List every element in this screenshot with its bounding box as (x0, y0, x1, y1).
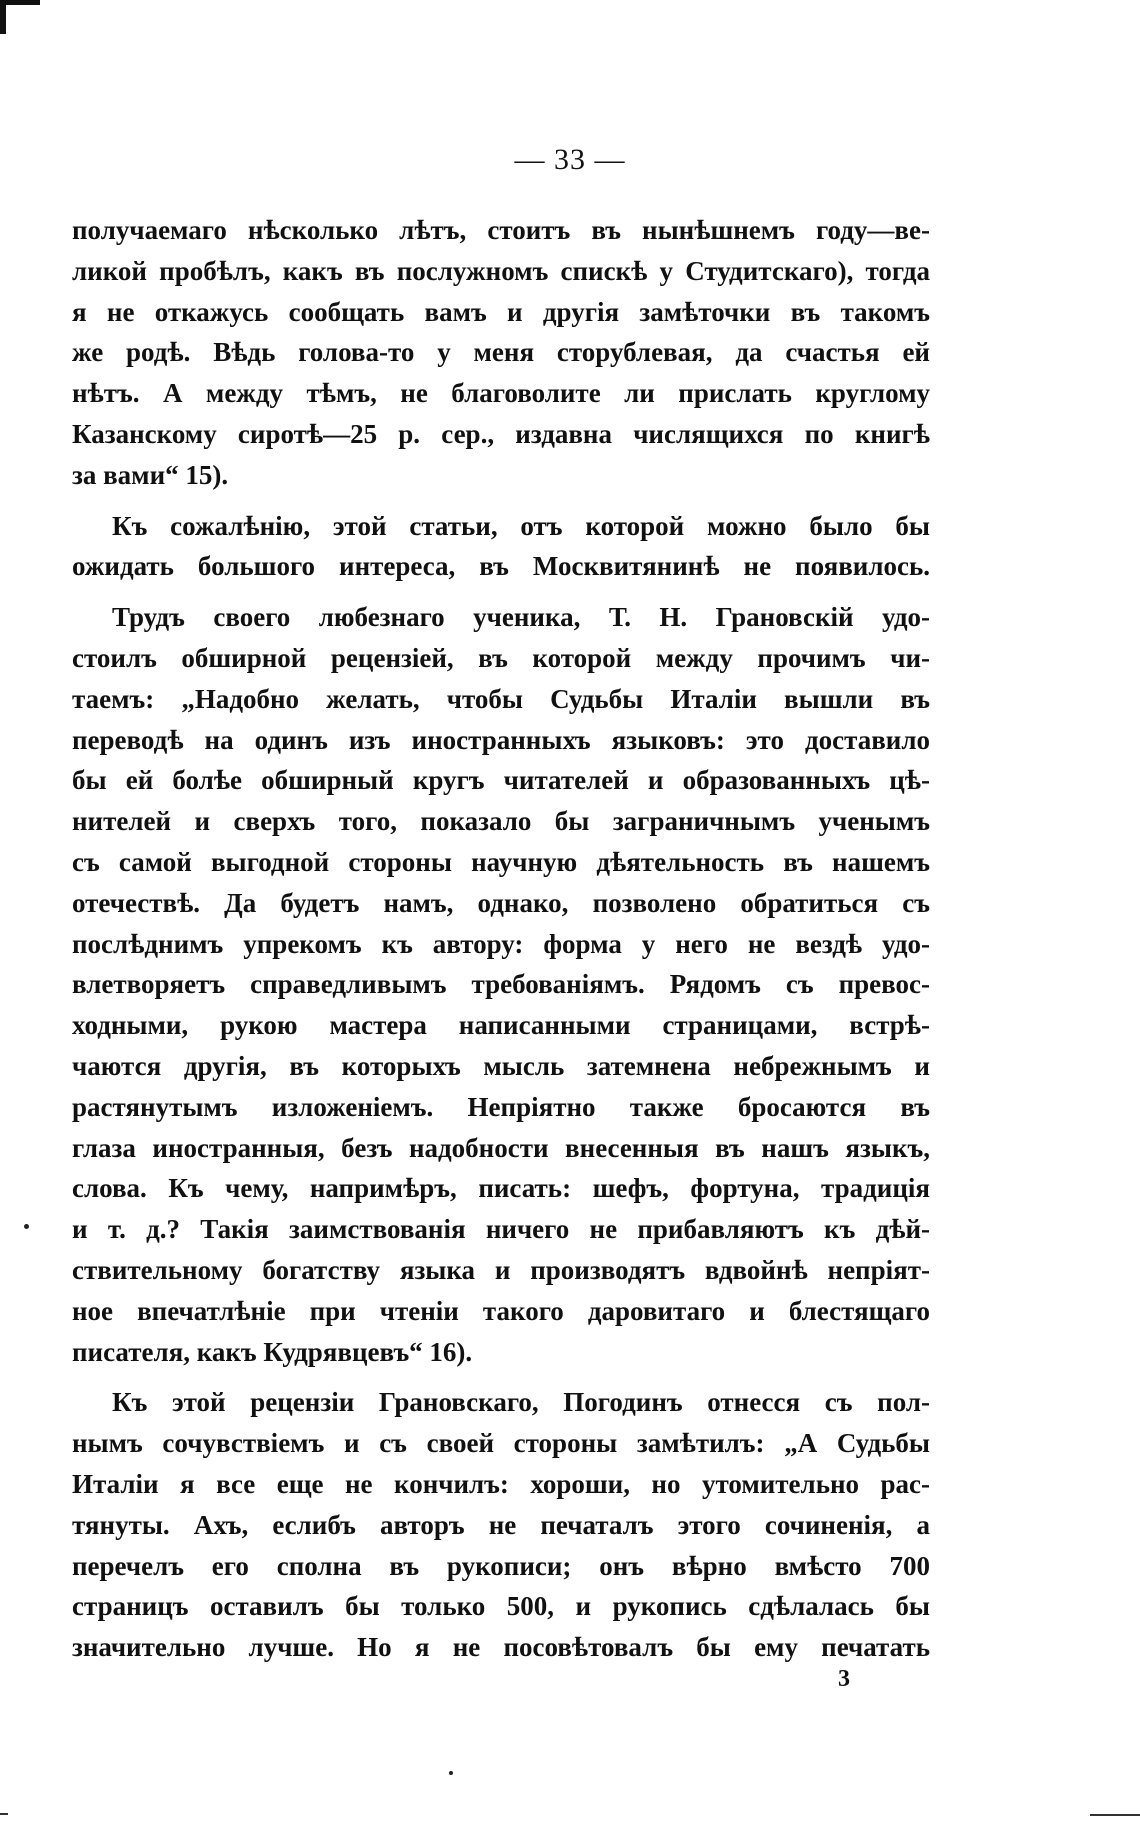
text-line: таемъ: „Надобно желать, чтобы Судьбы Италіи вышли въ (72, 683, 930, 714)
text-line: ликой пробѣлъ, какъ въ послужномъ спискѣ у Студитскаго), тогда (72, 255, 930, 286)
text-line: страницъ оставилъ бы только 500, и рукопись сдѣлалась бы (72, 1591, 930, 1622)
paragraph (72, 1382, 930, 1668)
text-line: ожидать большого интереса, въ Москвитянинѣ не появилось. (72, 551, 930, 582)
text-line: отечествѣ. Да будетъ намъ, однако, позволено обратиться съ (72, 887, 930, 918)
text-line: и т. д.? Такія заимствованія ничего не прибавляютъ къ дѣй- (72, 1214, 930, 1245)
text-line: же родѣ. Вѣдь голова-то у меня сторублевая, да счастья ей (72, 337, 930, 368)
text-line: глаза иностранныя, безъ надобности внесенныя въ нашъ языкъ, (72, 1132, 930, 1163)
text-line: Трудъ своего любезнаго ученика, Т. Н. Грановскій удо- (112, 602, 930, 633)
paragraph (72, 210, 930, 496)
page-body (72, 210, 930, 1678)
text-line: бы ей болѣе обширный кругъ читателей и образованныхъ цѣ- (72, 765, 930, 796)
text-line: я не откажусь сообщать вамъ и другія замѣточки въ такомъ (72, 296, 930, 327)
text-line: Къ этой рецензіи Грановскаго, Погодинъ отнесся съ пол- (112, 1387, 930, 1418)
scan-speck (24, 1224, 29, 1229)
text-line: переводѣ на одинъ изъ иностранныхъ языковъ: это доставило (72, 724, 930, 755)
text-line: Къ сожалѣнію, этой статьи, отъ которой можно было бы (112, 510, 930, 541)
text-line: за вами“ 15). (72, 459, 229, 490)
scan-edge-mark (1090, 1814, 1140, 1816)
page-number-header: — 33 — (514, 143, 626, 176)
text-line: получаемаго нѣсколько лѣтъ, стоитъ въ нынѣшнемъ году—ве- (72, 215, 930, 245)
text-line: писателя, какъ Кудрявцевъ“ 16). (72, 1336, 473, 1367)
text-line: нымъ сочувствіемъ и съ своей стороны замѣтилъ: „А Судьбы (72, 1428, 930, 1459)
text-line: Казанскому сиротѣ—25 р. сер., издавна числящихся по книгѣ (72, 418, 930, 449)
scan-edge-mark (0, 0, 6, 34)
text-line: тянуты. Ахъ, еслибъ авторъ не печаталъ этого сочиненія, а (72, 1509, 930, 1540)
text-line: съ самой выгодной стороны научную дѣятельность въ нашемъ (72, 846, 930, 877)
text-line: стоилъ обширной рецензіей, въ которой между прочимъ чи- (72, 642, 930, 673)
scan-edge-mark (0, 1813, 8, 1815)
paragraph (72, 506, 930, 588)
text-line: чаются другія, въ которыхъ мысль затемнена небрежнымъ и (72, 1050, 930, 1081)
paragraph (72, 597, 930, 1372)
text-line: растянутымъ изложеніемъ. Непріятно также бросаются въ (72, 1091, 930, 1122)
text-line: ное впечатлѣніе при чтеніи такого даровитаго и блестящаго (72, 1295, 930, 1326)
text-line: послѣднимъ упрекомъ къ автору: форма у него не вездѣ удо- (72, 928, 930, 959)
text-line: влетворяетъ справедливымъ требованіямъ. Рядомъ съ превос- (72, 969, 930, 1000)
scan-speck (449, 1771, 453, 1775)
text-line: перечелъ его сполна въ рукописи; онъ вѣрно вмѣсто 700 (72, 1550, 930, 1581)
text-line: ходными, рукою мастера написанными страницами, встрѣ- (72, 1010, 930, 1041)
text-line: нителей и сверхъ того, показало бы заграничнымъ ученымъ (72, 806, 930, 837)
text-line: значительно лучше. Но я не посовѣтовалъ бы ему печатать (72, 1632, 930, 1663)
scan-edge-mark (0, 0, 40, 5)
text-line: ствительному богатству языка и производятъ вдвойнѣ непріят- (72, 1254, 930, 1285)
text-line: Италіи я все еще не кончилъ: хороши, но утомительно рас- (72, 1468, 930, 1499)
text-line: нѣтъ. А между тѣмъ, не благоволите ли прислать круглому (72, 378, 930, 409)
signature-mark: 3 (838, 1666, 850, 1692)
text-line: слова. Къ чему, напримѣръ, писать: шефъ, фортуна, традиція (72, 1173, 930, 1204)
